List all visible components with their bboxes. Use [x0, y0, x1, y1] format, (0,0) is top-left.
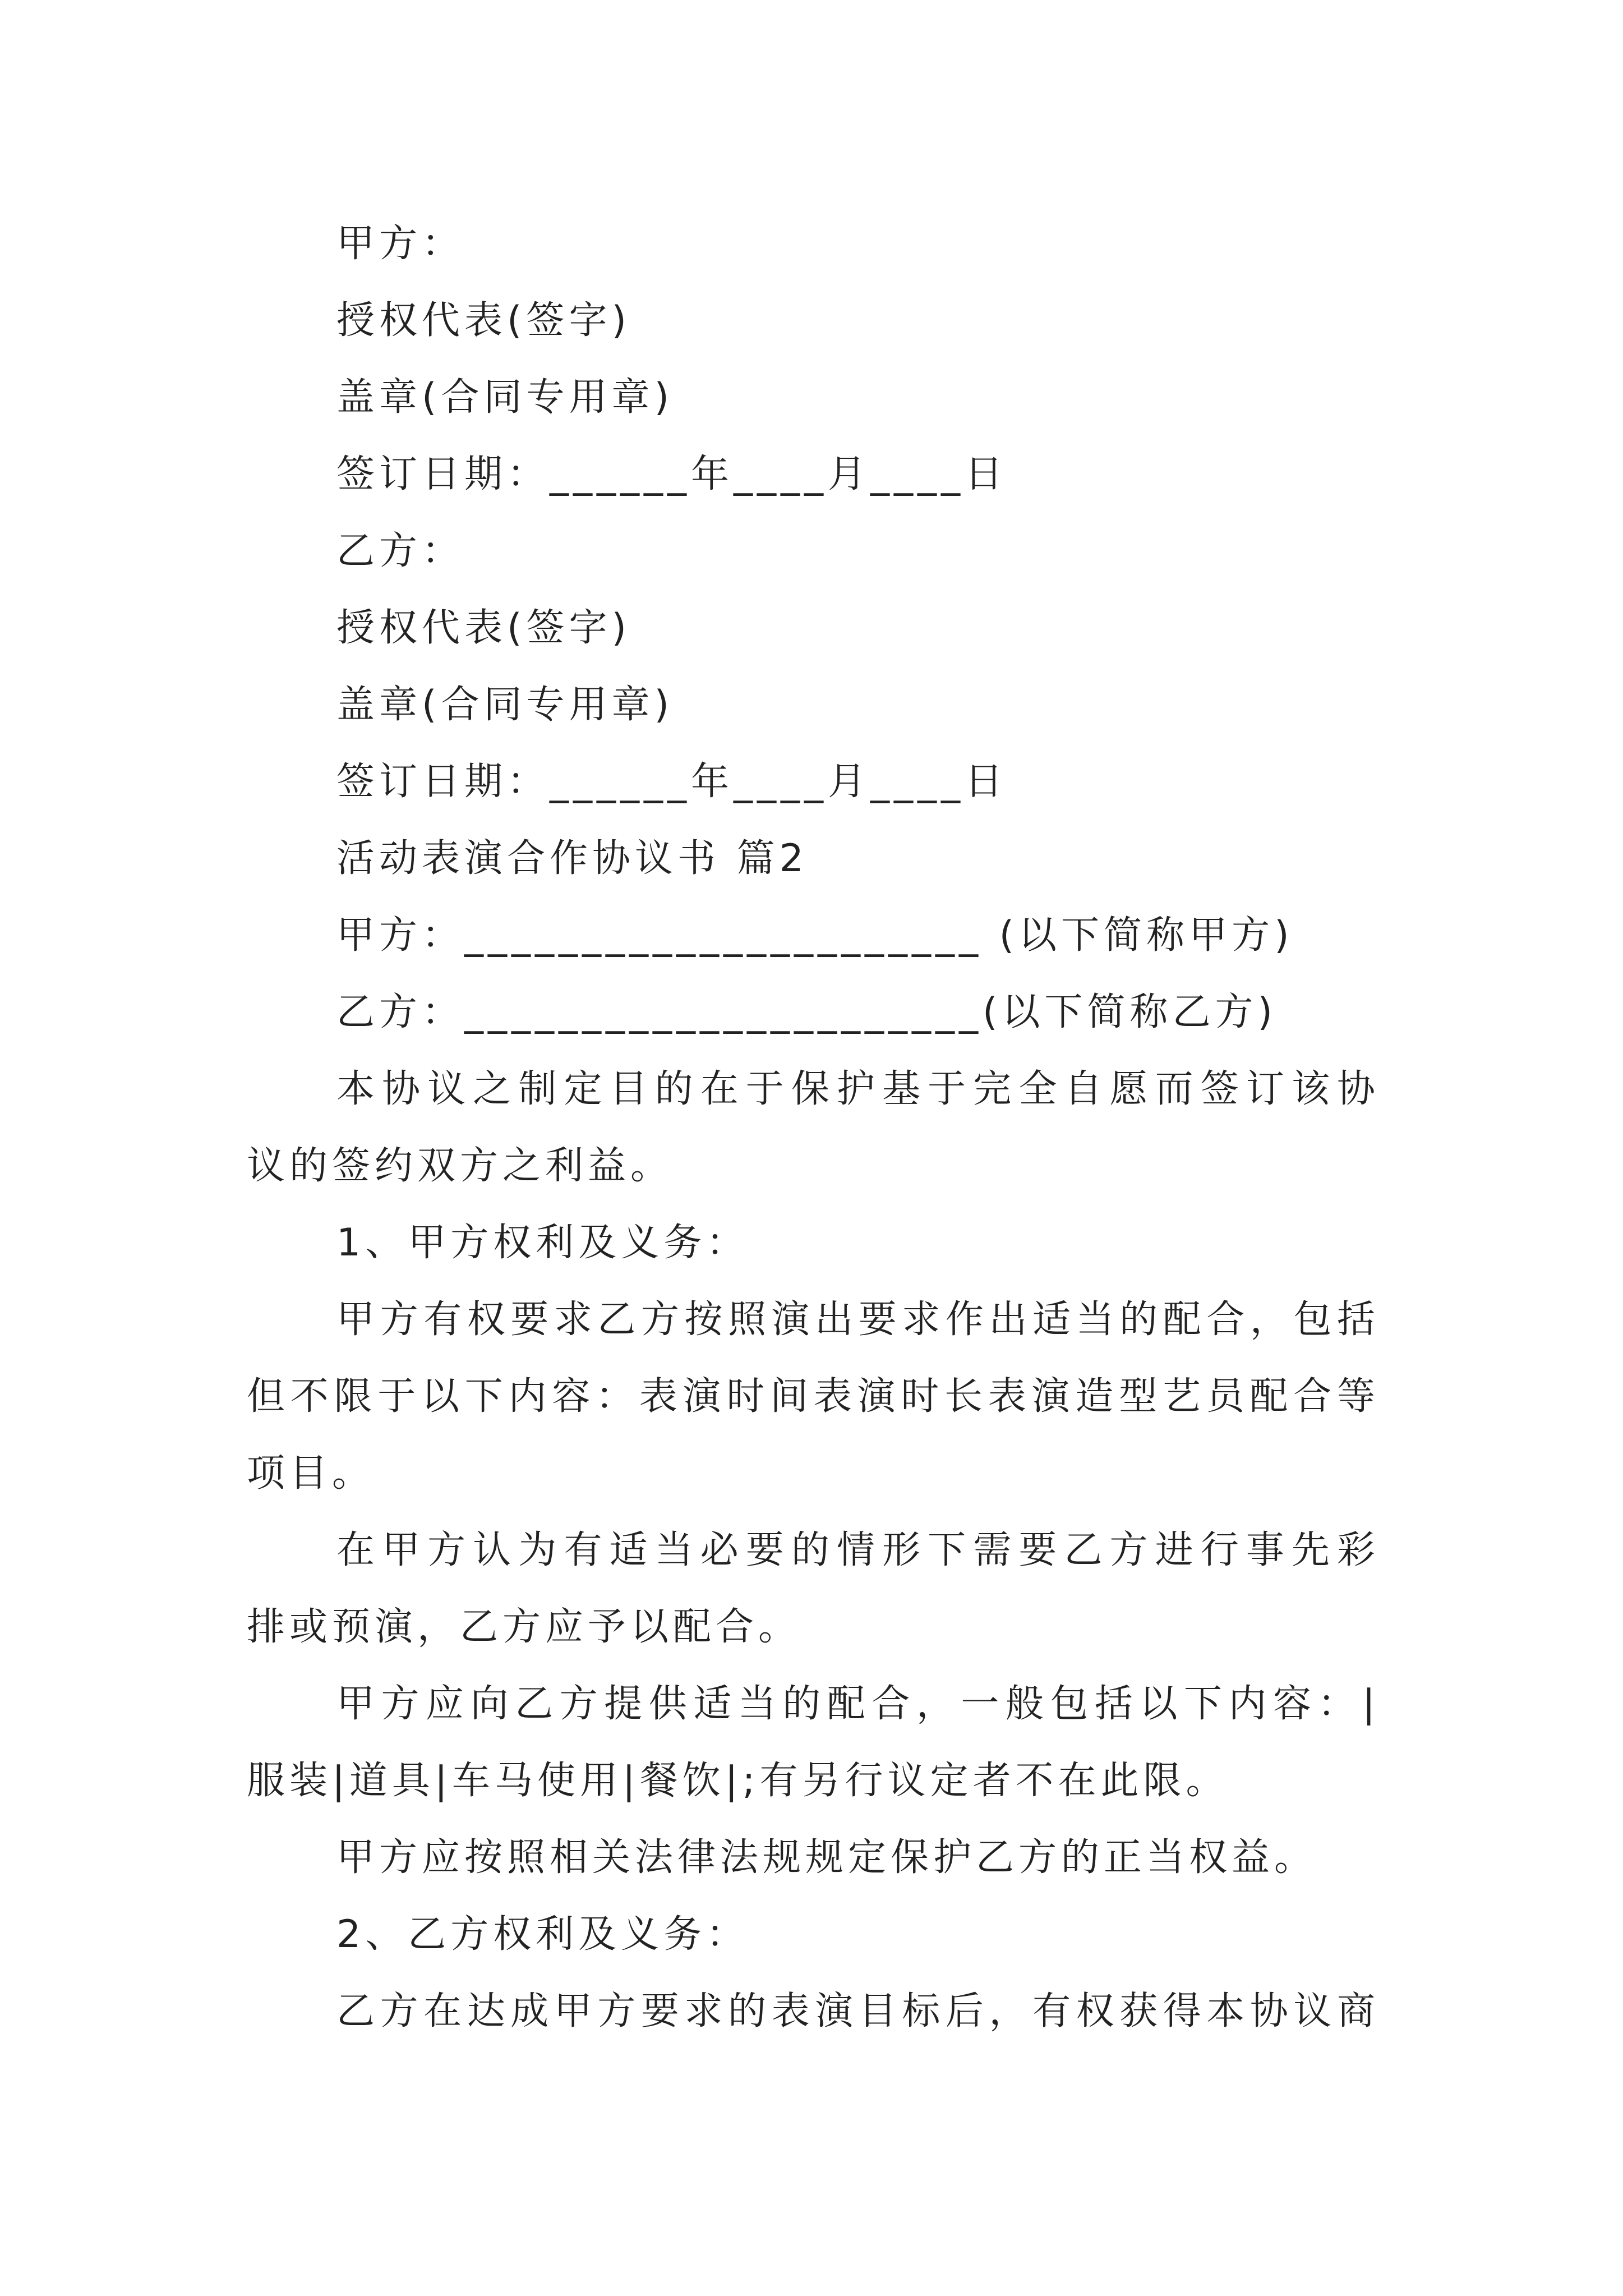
clause-1-para3-line2: 服装|道具|车马使用|餐饮|;有另行议定者不在此限。	[247, 1759, 1229, 1803]
party-b-authorized-rep: 授权代表(签字)	[336, 606, 631, 650]
section-heading: 活动表演合作协议书 篇2	[336, 836, 808, 881]
paragraph-purpose-line1: 本协议之制定目的在于保护基于完全自愿而签订该协	[336, 1067, 1380, 1111]
party-b-label: 乙方：	[336, 529, 465, 573]
clause-1-para1-line2: 但不限于以下内容：表演时间表演时长表演造型艺员配合等	[247, 1374, 1380, 1419]
clause-1-para3-line1: 甲方应向乙方提供适当的配合，一般包括以下内容：|	[336, 1682, 1380, 1726]
paragraph-purpose-line2: 议的签约双方之利益。	[247, 1144, 674, 1188]
clause-1-para2-line2: 排或预演，乙方应予以配合。	[247, 1605, 801, 1649]
clause-1-para2-line1: 在甲方认为有适当必要的情形下需要乙方进行事先彩	[336, 1528, 1380, 1572]
clause-1-para1-line3: 项目。	[247, 1451, 375, 1496]
party-b-blank: 乙方：______________________(以下简称乙方)	[336, 990, 1278, 1034]
party-b-seal: 盖章(合同专用章)	[336, 683, 674, 727]
party-a-authorized-rep: 授权代表(签字)	[336, 298, 631, 343]
party-a-seal: 盖章(合同专用章)	[336, 375, 674, 420]
clause-1-para4: 甲方应按照相关法律法规规定保护乙方的正当权益。	[336, 1835, 1317, 1880]
party-a-sign-date: 签订日期：______年____月____日	[336, 452, 1008, 496]
party-b-sign-date: 签订日期：______年____月____日	[336, 760, 1008, 804]
clause-2-heading: 2、乙方权利及义务：	[336, 1912, 749, 1957]
clause-1-heading: 1、甲方权利及义务：	[336, 1221, 749, 1265]
clause-2-para1-line1: 乙方在达成甲方要求的表演目标后，有权获得本协议商	[336, 1989, 1380, 2033]
party-a-blank: 甲方：______________________ (以下简称甲方)	[336, 913, 1294, 958]
clause-1-para1-line1: 甲方有权要求乙方按照演出要求作出适当的配合，包括	[336, 1297, 1380, 1342]
party-a-label: 甲方：	[336, 222, 465, 266]
